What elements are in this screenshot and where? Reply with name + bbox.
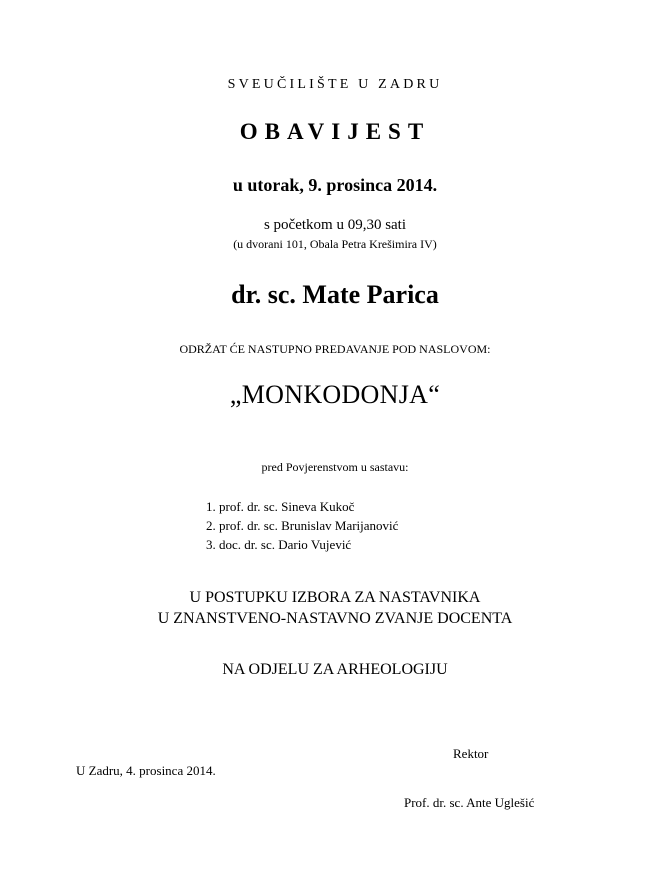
committee-member: 3. doc. dr. sc. Dario Vujević [206,537,352,552]
rektor-label: Rektor [453,746,489,761]
lecture-intro: ODRŽAT ĆE NASTUPNO PREDAVANJE POD NASLOVOM: [179,342,491,356]
procedure-line-2: U ZNANSTVENO-NASTAVNO ZVANJE DOCENTA [157,610,513,627]
speaker-name: dr. sc. Mate Parica [231,280,439,309]
procedure-line-1: U POSTUPKU IZBORA ZA NASTAVNIKA [189,589,481,606]
place-and-date: U Zadru, 4. prosinca 2014. [76,763,216,778]
department-line: NA ODJELU ZA ARHEOLOGIJU [222,661,448,678]
event-date: u utorak, 9. prosinca 2014. [232,175,438,195]
committee-member: 1. prof. dr. sc. Sineva Kukoč [206,499,355,514]
signatory-name: Prof. dr. sc. Ante Uglešić [404,795,535,810]
event-start-time: s početkom u 09,30 sati [263,217,407,233]
document-title: OBAVIJEST [239,119,431,144]
committee-member: 2. prof. dr. sc. Brunislav Marijanović [206,518,399,533]
event-venue: (u dvorani 101, Obala Petra Krešimira IV) [233,237,437,251]
committee-list [206,497,398,554]
university-name: SVEUČILIŠTE U ZADRU [227,77,443,92]
committee-intro: pred Povjerenstvom u sastavu: [261,460,409,474]
lecture-title: „MONKODONJA“ [229,380,441,409]
